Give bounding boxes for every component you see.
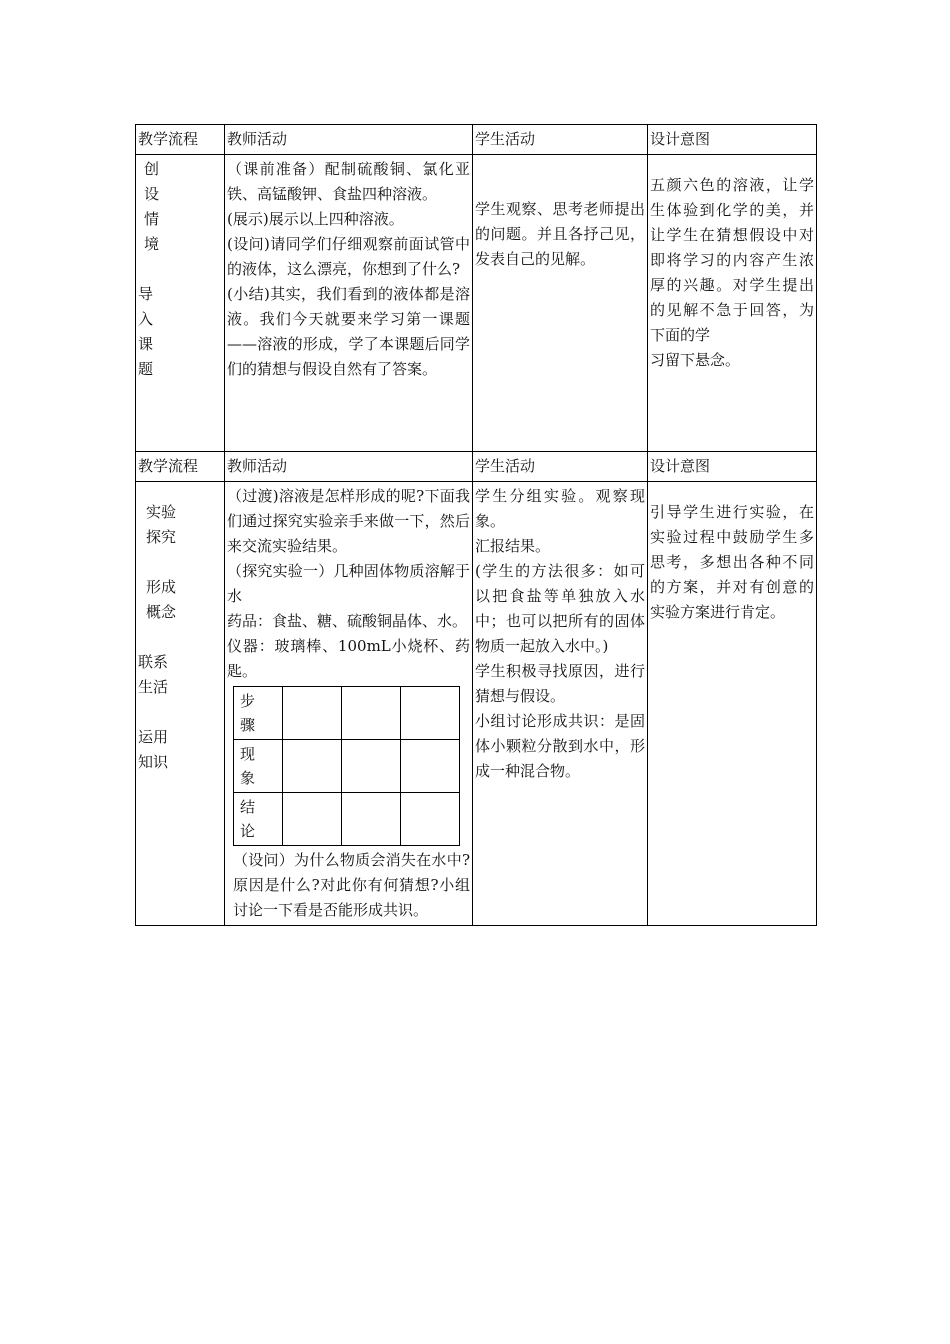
flow-gap (138, 550, 222, 575)
grid-label (234, 687, 283, 740)
student-cell-explore (473, 482, 648, 926)
table-header-row-1 (136, 125, 817, 155)
grid-cell (283, 793, 342, 846)
grid-cell (342, 687, 401, 740)
teacher-paragraph: （探究实验一）几种固体物质溶解于水 (227, 562, 470, 605)
grid-row-phenomena (234, 740, 460, 793)
grid-label-char: 步 (240, 692, 256, 710)
header-intent: 设计意图 (648, 125, 817, 155)
flow-char: 导 (138, 285, 154, 303)
intent-cell-intro (648, 155, 817, 452)
teacher-paragraph: (设问)请同学们仔细观察前面试管中的液体，这么漂亮，你想到了什么? (227, 235, 470, 278)
grid-label-char: 结 (240, 798, 256, 816)
table-header-row-2 (136, 452, 817, 482)
teacher-paragraph: (小结)其实，我们看到的液体都是溶液。我们今天就要来学习第一课题——溶液的形成，学了本课题后同学们的猜想与假设自然有了答案。 (227, 285, 470, 378)
flow-label: 知识 (138, 753, 169, 771)
table-row-intro (136, 155, 817, 452)
flow-label: 探究 (146, 528, 177, 546)
grid-cell (342, 793, 401, 846)
table-row-explore (136, 482, 817, 926)
grid-row-steps (234, 687, 460, 740)
flow-label: 形成 (146, 578, 177, 596)
intent-paragraph: 习留下悬念。 (650, 351, 741, 369)
header-student: 学生活动 (473, 452, 648, 482)
intent-paragraph: 五颜六色的溶液，让学生体验到化学的美，并让学生在猜想假设中对即将学习的内容产生浓厚的兴趣。对学生提出的见解不急于回答，为下面的学 (650, 176, 814, 344)
grid-cell (283, 740, 342, 793)
flow-char: 情 (144, 210, 160, 228)
lesson-plan-table (135, 124, 817, 926)
grid-label-char: 现 (240, 745, 256, 763)
flow-char: 课 (138, 335, 154, 353)
grid-label-char: 象 (240, 769, 256, 787)
flow-cell-intro (136, 155, 225, 452)
teacher-paragraph: 药品：食盐、糖、硫酸铜晶体、水。 (227, 612, 468, 630)
header-flow: 教学流程 (136, 452, 225, 482)
flow-gap (144, 257, 222, 282)
teacher-paragraph: 仪器：玻璃棒、100mL小烧杯、药匙。 (227, 637, 470, 680)
grid-cell (283, 687, 342, 740)
flow-label: 生活 (138, 678, 169, 696)
student-paragraph: 小组讨论形成共识：是固体小颗粒分散到水中，形成一种混合物。 (475, 712, 645, 780)
student-paragraph: 学生分组实验。观察现象。 (475, 487, 645, 530)
flow-label: 概念 (146, 603, 177, 621)
student-paragraph: 学生观察、思考老师提出的问题。并且各抒己见，发表自己的见解。 (475, 200, 645, 268)
flow-label: 运用 (138, 728, 169, 746)
grid-label (234, 740, 283, 793)
student-cell-intro (473, 155, 648, 452)
header-student: 学生活动 (473, 125, 648, 155)
header-flow: 教学流程 (136, 125, 225, 155)
grid-label-char: 骤 (240, 716, 256, 734)
teacher-paragraph: （过渡)溶液是怎样形成的呢?下面我们通过探究实验亲手来做一下，然后来交流实验结果。 (227, 487, 470, 555)
grid-cell (401, 687, 460, 740)
teacher-cell-explore (225, 482, 473, 926)
grid-label-char: 论 (240, 822, 256, 840)
flow-char: 境 (144, 235, 160, 253)
flow-char: 设 (144, 185, 160, 203)
grid-cell (401, 740, 460, 793)
grid-cell (401, 793, 460, 846)
student-paragraph: (学生的方法很多：如可以把食盐等单独放入水中；也可以把所有的固体物质一起放入水中。) (475, 562, 645, 655)
grid-label (234, 793, 283, 846)
header-teacher: 教师活动 (225, 125, 473, 155)
flow-gap (138, 625, 222, 650)
flow-label: 联系 (138, 653, 169, 671)
flow-char: 题 (138, 360, 154, 378)
flow-char: 入 (138, 310, 154, 328)
teacher-paragraph: （设问）为什么物质会消失在水中?原因是什么?对此你有何猜想?小组讨论一下看是否能形成共识。 (233, 851, 470, 919)
student-paragraph: 汇报结果。 (475, 537, 551, 555)
teacher-cell-intro (225, 155, 473, 452)
intent-cell-explore (648, 482, 817, 926)
header-intent: 设计意图 (648, 452, 817, 482)
flow-label: 实验 (146, 503, 177, 521)
flow-char: 创 (144, 160, 160, 178)
experiment-record-grid (233, 686, 460, 846)
grid-row-conclusion (234, 793, 460, 846)
teacher-paragraph: (展示)展示以上四种溶液。 (227, 210, 404, 228)
flow-cell-explore (136, 482, 225, 926)
teacher-paragraph: （课前准备）配制硫酸铜、氯化亚铁、高锰酸钾、食盐四种溶液。 (227, 160, 470, 203)
grid-cell (342, 740, 401, 793)
intent-paragraph: 引导学生进行实验，在实验过程中鼓励学生多思考，多想出各种不同的方案，并对有创意的实验方案进行肯定。 (650, 503, 814, 621)
header-teacher: 教师活动 (225, 452, 473, 482)
student-paragraph: 学生积极寻找原因，进行猜想与假设。 (475, 662, 645, 705)
flow-gap (138, 700, 222, 725)
